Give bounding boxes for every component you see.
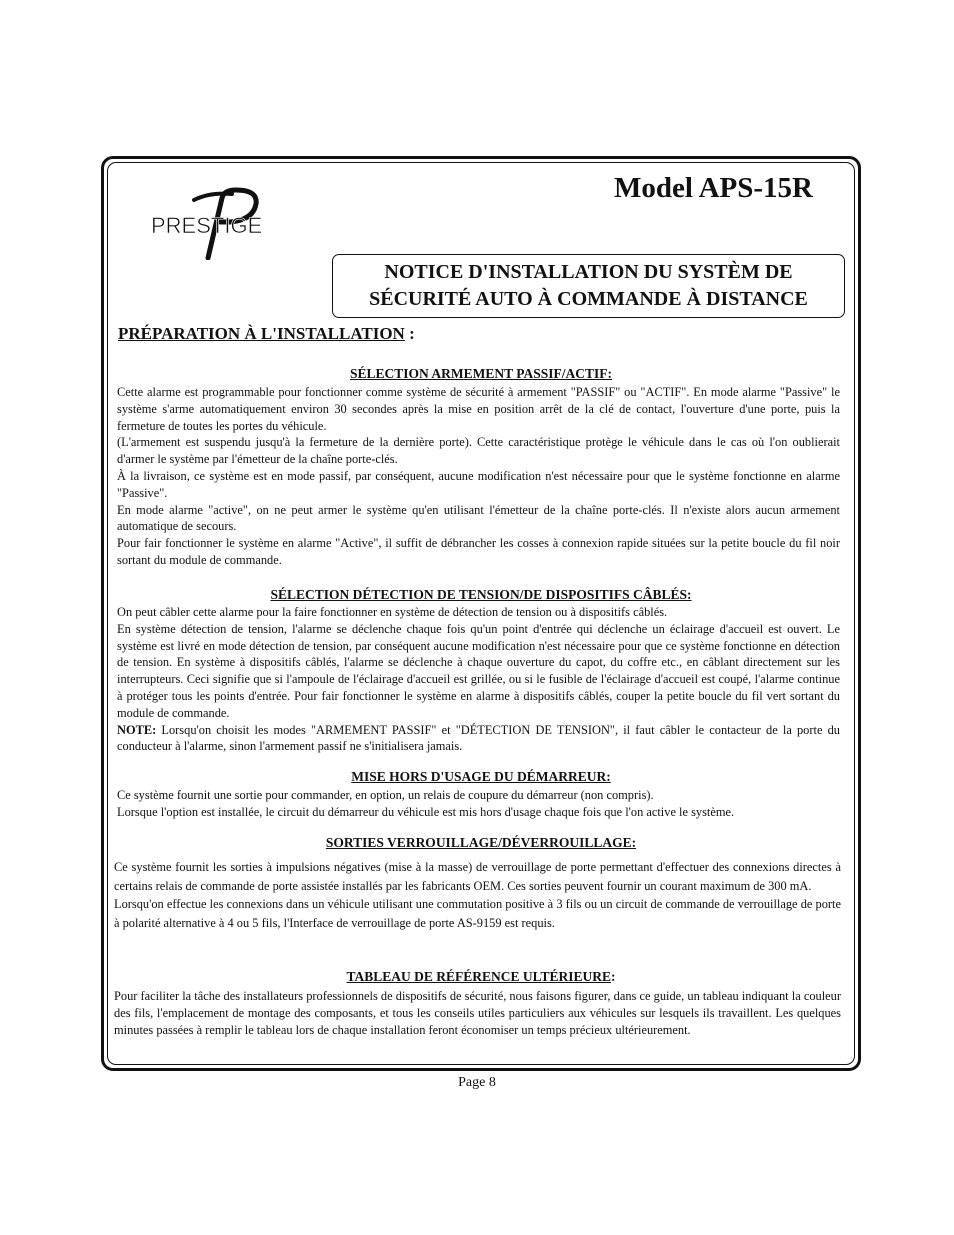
section-body-tableau	[114, 988, 841, 1038]
paragraph: Lorsque l'option est installée, le circuit du démarreur du véhicule est mis hors d'usage chaque fois que l'on active le système.	[117, 804, 735, 819]
section-heading-text: SÉLECTION ARMEMENT PASSIF/ACTIF:	[349, 366, 613, 381]
note-paragraph	[117, 722, 840, 756]
paragraph: Pour fair fonctionner le système en alarme "Active", il suffit de débrancher les cosses à connexion rapide situées sur la petite boucle du fil noir sortant du module de commande.	[117, 536, 840, 567]
paragraph: Lorsqu'on effectue les connexions dans un véhicule utilisant une commutation positive à 3 fils ou un circuit de commande de verrouillage de porte à polarité alternative à 4 ou 5 fils, l'Interface de verrouillage de porte AS-9159 est requis.	[114, 897, 841, 930]
preparation-heading	[118, 324, 415, 344]
note-text: Lorsqu'on choisit les modes "ARMEMENT PASSIF" et "DÉTECTION DE TENSION", il faut câbler le contacteur de la porte du conducteur à l'alarme, sinon l'armement passif ne s'initialisera jamais.	[117, 722, 840, 754]
paragraph: Pour faciliter la tâche des installateurs professionnels de dispositifs de sécurité, nous faisons figurer, dans ce guide, un tableau indiquant la couleur des fils, l'emplacement de montage des composants, et tous les conseils utiles particuliers aux véhicules sur lesquels ils travaillent. Les quelques minutes passées à remplir le tableau lors de chaque installation feront économiser un temps précieux ultérieurement.	[114, 989, 841, 1037]
paragraph: Cette alarme est programmable pour fonctionner comme système de sécurité à armement "PASSIF" ou "ACTIF". En mode alarme "Passive" le système s'arme automatiquement environ 30 secondes après la mise en position arrêt de la clé de contact, l'ouverture d'une porte, puis la fermeture de toutes les portes du véhicule.	[117, 385, 840, 433]
note-label: NOTE:	[117, 722, 157, 737]
notice-title-box	[332, 254, 845, 318]
preparation-heading-suffix: :	[404, 324, 415, 343]
page-number: Page 8	[458, 1075, 496, 1090]
paragraph: (L'armement est suspendu jusqu'à la fermeture de la dernière porte). Cette caractéristique protège le véhicule dans le cas où l'on oublierait d'armer le système par l'émetteur de la chaîne porte-clés.	[117, 435, 840, 467]
section-heading-text: TABLEAU DE RÉFÉRENCE ULTÉRIEURE	[346, 969, 611, 984]
section-body-detection	[117, 604, 840, 755]
section-heading-verrouillage	[110, 835, 852, 851]
section-body-armement	[117, 384, 840, 569]
notice-title-line-2: SÉCURITÉ AUTO À COMMANDE À DISTANCE	[369, 288, 808, 310]
section-heading-tableau	[110, 969, 852, 985]
paragraph: À la livraison, ce système est en mode passif, par conséquent, aucune modification n'est nécessaire pour que le système fonctionne en alarme "Passive".	[117, 468, 840, 500]
paragraph: On peut câbler cette alarme pour la faire fonctionner en système de détection de tension ou à dispositifs câblés.	[117, 605, 668, 619]
section-heading-demarreur	[110, 769, 852, 785]
paragraph: Ce système fournit les sorties à impulsions négatives (mise à la masse) de verrouillage de porte permettant d'effectuer des connexions directes à certains relais de commande de porte assistée installés par les fabricants OEM. Ces sorties peuvent fournir un courant maximum de 300 mA.	[114, 860, 841, 893]
model-title: Model APS-15R	[614, 172, 813, 204]
paragraph: En mode alarme "active", on ne peut armer le système qu'en utilisant l'émetteur de la chaîne porte-clés. Il n'existe alors aucun armement automatique de secours.	[117, 502, 840, 534]
notice-title-line-1: NOTICE D'INSTALLATION DU SYSTÈM DE	[384, 261, 793, 283]
section-heading-armement	[110, 366, 852, 382]
section-heading-text: SORTIES VERROUILLAGE/DÉVERROUILLAGE:	[325, 835, 637, 850]
section-heading-detection	[110, 587, 852, 603]
paragraph: En système détection de tension, l'alarme se déclenche chaque fois qu'un point d'entrée qui déclenche un éclairage d'accueil est ouvert. Le système est livré en mode détection de tension, par conséquent aucune modification n'est nécessaire pour que ce système fonctionne en détection de tension. En système à dispositifs câblés, l'alarme se déclenche à chaque ouverture du capot, du coffre etc., en câblant directement sur les interrupteurs. Ceci signifie que si l'ampoule de l'éclairage d'accueil est grillée, ou si le fusible de l'éclairage d'accueil est coupé, l'alarme continue à protéger tous les points d'entrée. Pour fair fonctionner le système en alarme à dispositifs câblés, couper la petite boucle du fil vert sortant du module de commande.	[117, 621, 840, 720]
prestige-logo	[150, 186, 300, 260]
section-body-verrouillage	[114, 858, 841, 932]
section-heading-suffix: :	[610, 969, 616, 984]
svg-text:PRESTIGE: PRESTIGE	[151, 213, 263, 238]
preparation-heading-text: PRÉPARATION À L'INSTALLATION	[118, 324, 405, 343]
paragraph: Ce système fournit une sortie pour commander, en option, un relais de coupure du démarreur (non compris).	[117, 788, 654, 802]
section-body-demarreur	[117, 787, 840, 821]
section-heading-text: SÉLECTION DÉTECTION DE TENSION/DE DISPOSITIFS CÂBLÉS:	[270, 587, 692, 602]
section-heading-text: MISE HORS D'USAGE DU DÉMARREUR:	[351, 769, 611, 784]
